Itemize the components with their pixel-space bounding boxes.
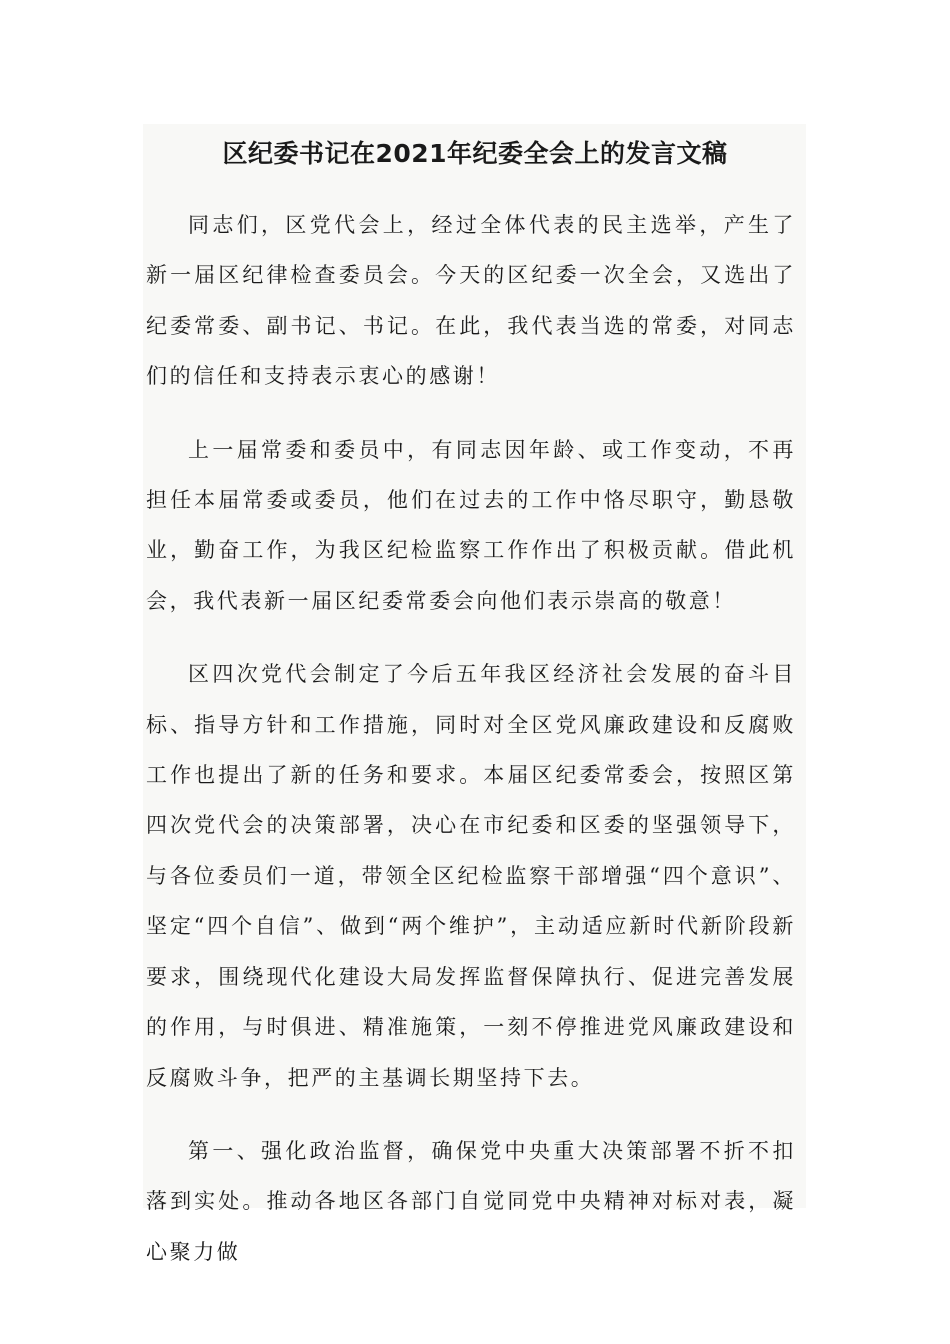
paragraph-1: 同志们，区党代会上，经过全体代表的民主选举，产生了新一届区纪律检查委员会。今天的区纪委一次全会，又选出了纪委常委、副书记、书记。在此，我代表当选的常委，对同志们的信任和支持表示衷心的感谢！ (146, 213, 796, 389)
paragraph-2: 上一届常委和委员中，有同志因年龄、或工作变动，不再担任本届常委或委员，他们在过去的工作中恪尽职守，勤恳敬业，勤奋工作，为我区纪检监察工作作出了积极贡献。借此机会，我代表新一届区纪委常委会向他们表示崇高的敬意！ (146, 437, 796, 613)
document-title: 区纪委书记在2021年纪委全会上的发言文稿 (222, 139, 728, 168)
paragraph-3: 区四次党代会制定了今后五年我区经济社会发展的奋斗目标、指导方针和工作措施，同时对全区党风廉政建设和反腐败工作也提出了新的任务和要求。本届区纪委常委会，按照区第四次党代会的决策部署，决心在市纪委和区委的坚强领导下，与各位委员们一道，带领全区纪检监察干部增强“四个意识”、坚定“四个自信”、做到“两个维护”，主动适应新时代新阶段新要求，围绕现代化建设大局发挥监督保障执行、促进完善发展的作用，与时俱进、精准施策，一刻不停推进党风廉政建设和反腐败斗争，把严的主基调长期坚持下去。 (146, 662, 796, 1090)
document-body (146, 200, 796, 1300)
paragraph-4: 第一、强化政治监督，确保党中央重大决策部署不折不扣落到实处。推动各地区各部门自觉同党中央精神对标对表，凝心聚力做 (146, 1138, 796, 1264)
